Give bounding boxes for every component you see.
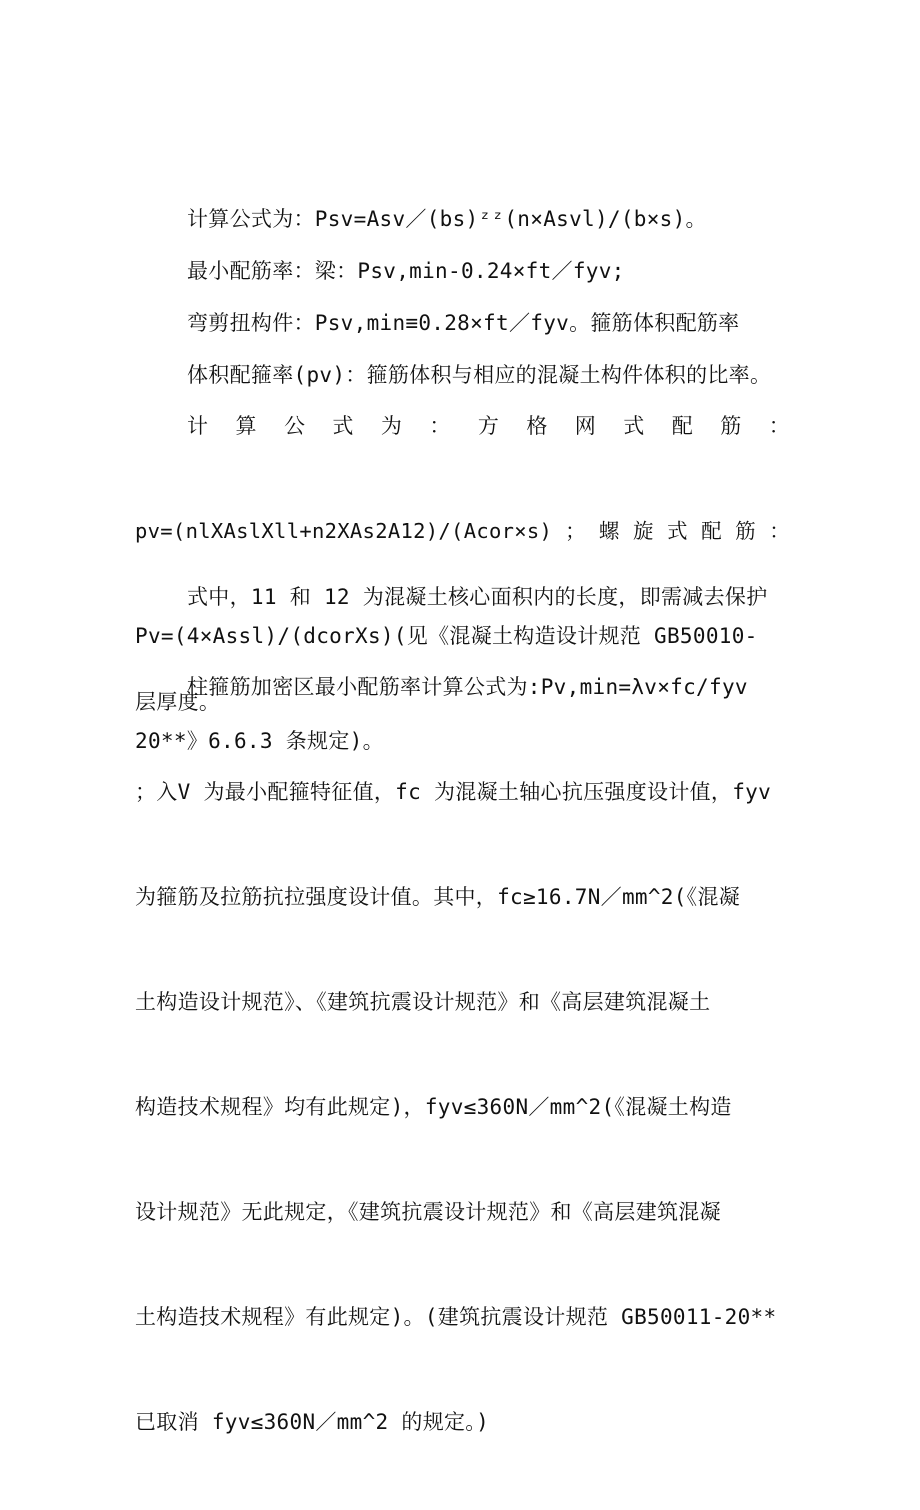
text-line: pv=(nlXAslXll+n2XAs2A12)/(Acor×s) ； 螺 旋 式 配 筋 ：: [135, 519, 790, 543]
text-line: 设计规范》无此规定，《建筑抗震设计规范》和《高层建筑混凝: [135, 1200, 721, 1224]
text-line: 弯剪扭构件：Psv,min≡0.28×ft／fyv。箍筋体积配筋率: [187, 311, 740, 335]
text-line: 计算公式为：Psv=Asv／(bs)ᶻᶻ(n×Asvl)/(b×s)。: [187, 207, 707, 231]
text-line: 20**》6.6.3 条规定)。: [135, 729, 384, 753]
paragraph-column-stirrup-min-ratio: [135, 600, 790, 1510]
text-line: 土构造技术规程》有此规定)。(建筑抗震设计规范 GB50011-20**: [135, 1305, 777, 1329]
text-line: 已取消 fyv≤360N／mm^2 的规定。): [135, 1410, 490, 1434]
text-line: 为箍筋及拉筋抗拉强度设计值。其中，fc≥16.7N／mm^2(《混凝: [135, 885, 741, 909]
text-line: 构造技术规程》均有此规定)，fyv≤360N／mm^2(《混凝土构造: [135, 1095, 732, 1119]
text-line: 体积配箍率(pv)：箍筋体积与相应的混凝土构件体积的比率。: [187, 363, 772, 387]
text-line: 柱箍筋加密区最小配筋率计算公式为:Pv,min=λv×fc/fyv: [187, 675, 748, 699]
text-line: 土构造设计规范》、《建筑抗震设计规范》和《高层建筑混凝土: [135, 990, 711, 1014]
text-line: 层厚度。: [135, 690, 221, 714]
text-line: ；入V 为最小配箍特征值，fc 为混凝土轴心抗压强度设计值，fyv: [135, 780, 772, 804]
text-line: 最小配筋率：梁：Psv,min-0.24×ft／fyv;: [187, 259, 625, 283]
text-line: 计 算 公 式 为 ： 方 格 网 式 配 筋 ：: [187, 414, 790, 438]
text-line: 式中，11 和 12 为混凝土核心面积内的长度，即需减去保护: [187, 585, 768, 609]
text-line: Pv=(4×Assl)/(dcorXs)(见《混凝土构造设计规范 GB50010-: [135, 624, 758, 648]
